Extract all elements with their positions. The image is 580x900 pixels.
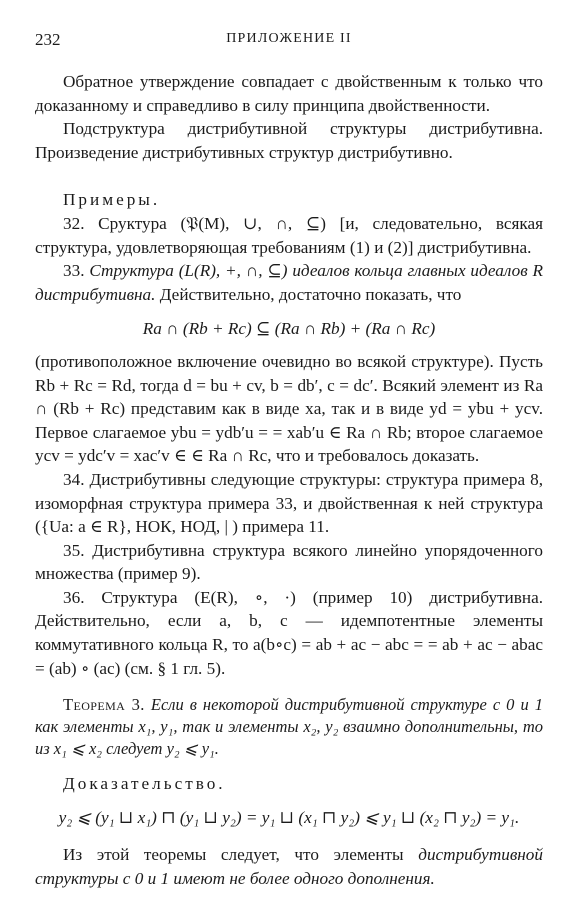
example-35: 35. Дистрибутивна структура всякого линейно упорядоченного множества (пример 9). (35, 540, 543, 584)
theorem-heading: Теорема 3. (63, 695, 145, 715)
paragraph-proof-33: (противоположное включение очевидно во всякой структуре). Пусть Rb + Rc = Rd, тогда d = bu + cv, b = db′, c = dc′. Всякий элемент из Ra ∩ (Rb + Rc) представим как в виде xa, так и в виде yd = ybu + ycv. Первое слагаемое ybu = ydb′u = = xab′u ∈ Ra ∩ Rb; второе слагаемое ycv = ydc′v = xac′v ∈ ∈ Ra ∩ Rc, что и требовалось доказать. (35, 351, 543, 466)
paragraph-converse: Обратное утверждение совпадает с двойственным к только что доказанному и справедливо в силу принципа двойственности. (35, 72, 543, 115)
formula-proof: y₂ ⩽ (y₁ ⊔ x₁) ⊓ (y₁ ⊔ y₂) = y₁ ⊔ (x₁ ⊓ y₂) ⩽ y₁ ⊔ (x₂ ⊓ y₂) = y₁. (58, 807, 520, 827)
page-header (35, 30, 543, 52)
paragraph-substructure: Подструктура дистрибутивной структуры дистрибутивна. Произведение дистрибутивных структур дистрибутивно. (35, 119, 543, 162)
conclusion-emphasis: дистрибутивной структуры с 0 и 1 имеют не более одного дополнения. (35, 845, 543, 889)
example-33 (35, 259, 543, 306)
formula-inclusion: Ra ∩ (Rb + Rc) ⊆ (Ra ∩ Rb) + (Ra ∩ Rc) (142, 319, 436, 339)
example-36: 36. Структура (E(R), ∘, ·) (пример 10) дистрибутивна. Действительно, если a, b, c — идемпотентные элементы коммутативного кольца R, то a(b∘c) = ab + ac − abc = = ab + ac − abac = (ab) ∘ (ac) (см. § 1 гл. 5). (35, 587, 543, 678)
spacer (35, 164, 543, 188)
examples-heading: Примеры. (63, 190, 161, 210)
page-number: 232 (35, 30, 61, 49)
example-33-text: Действительно, достаточно показать, что (155, 284, 462, 304)
example-33-number: 33. (63, 261, 90, 281)
running-head: ПРИЛОЖЕНИЕ II (226, 31, 352, 46)
paragraph-conclusion (35, 843, 543, 890)
page-body (35, 70, 543, 891)
example-34: 34. Дистрибутивны следующие структуры: структура примера 8, изоморфная структура примера 33, и двойственная к ней структура ({Ua: a ∈ R}, НОК, НОД, | ) примера 11. (35, 469, 543, 537)
theorem-3 (35, 694, 543, 760)
conclusion-text: Из этой теоремы следует, что элементы (63, 845, 419, 865)
example-33-statement: Структура (L(R), +, ∩, ⊆) идеалов кольца главных идеалов R дистрибутивна. (35, 261, 544, 304)
spacer (35, 680, 543, 694)
theorem-statement: Если в некоторой дистрибутивной структуре с 0 и 1 как элементы x₁, y₁, так и элементы x₂, y₂ взаимно дополнительны, то из x₁ ⩽ x₂ следует y₂ ⩽ y₁. (35, 695, 543, 759)
example-32: 32. Сруктура (𝔓(M), ∪, ∩, ⊆) [и, следовательно, всякая структура, удовлетворяющая требованиям (1) и (2)] дистрибутивна. (35, 213, 543, 257)
proof-heading: Доказательство. (63, 774, 226, 794)
